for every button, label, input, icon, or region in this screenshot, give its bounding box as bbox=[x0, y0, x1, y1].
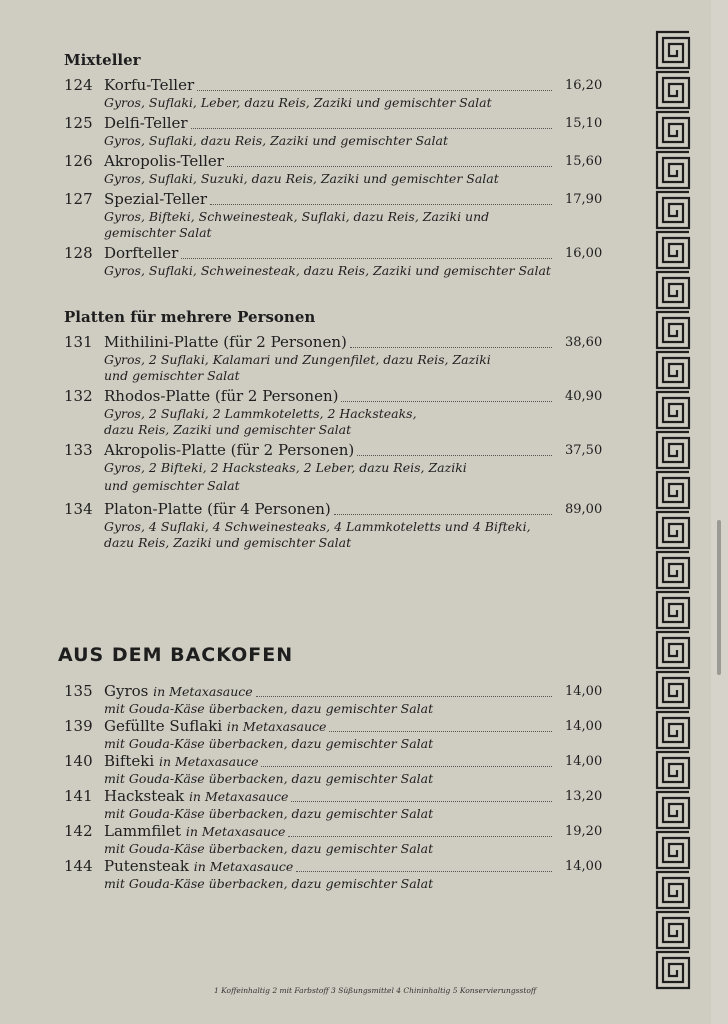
dot-leader bbox=[334, 513, 552, 515]
item-name: Gefüllte Suflaki in Metaxasauce bbox=[104, 717, 327, 735]
item-number: 132 bbox=[64, 387, 93, 405]
item-description: Gyros, 4 Suflaki, 4 Schweinesteaks, 4 Lammkoteletts und 4 Bifteki, bbox=[104, 519, 531, 534]
dot-leader bbox=[357, 454, 552, 456]
item-number: 140 bbox=[64, 752, 93, 770]
item-description: Gyros, Suflaki, Leber, dazu Reis, Zaziki und gemischter Salat bbox=[104, 95, 492, 110]
item-number: 126 bbox=[64, 152, 93, 170]
menu-item bbox=[64, 787, 603, 822]
item-description: Gyros, 2 Suflaki, Kalamari und Zungenfilet, dazu Reis, Zaziki bbox=[104, 352, 491, 367]
dot-leader bbox=[291, 800, 552, 802]
item-price: 37,50 bbox=[565, 443, 603, 458]
item-price: 14,00 bbox=[565, 859, 603, 874]
greek-key-unit bbox=[655, 670, 691, 710]
scrollbar[interactable] bbox=[717, 520, 721, 675]
dot-leader bbox=[197, 89, 552, 91]
greek-key-unit bbox=[655, 150, 691, 190]
item-price: 40,90 bbox=[565, 389, 603, 404]
item-number: 139 bbox=[64, 717, 93, 735]
greek-key-unit bbox=[655, 390, 691, 430]
item-description: mit Gouda-Käse überbacken, dazu gemischter Salat bbox=[104, 876, 434, 891]
item-number: 141 bbox=[64, 787, 93, 805]
item-name: Putensteak in Metaxasauce bbox=[104, 857, 294, 875]
greek-key-unit bbox=[655, 190, 691, 230]
item-price: 16,20 bbox=[565, 78, 603, 93]
item-price: 19,20 bbox=[565, 824, 603, 839]
greek-key-unit bbox=[655, 470, 691, 510]
section-platten bbox=[64, 307, 603, 554]
item-price: 14,00 bbox=[565, 719, 603, 734]
item-name: Rhodos-Platte (für 2 Personen) bbox=[104, 387, 339, 405]
item-sauce: in Metaxasauce bbox=[193, 859, 294, 874]
menu-item bbox=[64, 244, 603, 279]
item-number: 131 bbox=[64, 333, 93, 351]
section-mixteller bbox=[64, 50, 603, 282]
dot-leader bbox=[341, 400, 552, 402]
menu-item bbox=[64, 76, 603, 111]
dot-leader bbox=[181, 257, 552, 259]
section-backofen bbox=[58, 640, 603, 892]
greek-key-unit bbox=[655, 30, 691, 70]
item-number: 124 bbox=[64, 76, 93, 94]
item-name: Lammfilet in Metaxasauce bbox=[104, 822, 286, 840]
greek-key-unit bbox=[655, 950, 691, 990]
dot-leader bbox=[191, 127, 552, 129]
menu-item bbox=[64, 822, 603, 857]
item-number: 134 bbox=[64, 500, 93, 518]
item-sauce: in Metaxasauce bbox=[153, 684, 253, 699]
item-description: Gyros, Bifteki, Schweinesteak, Suflaki, dazu Reis, Zaziki und gemischter Salat bbox=[104, 209, 490, 240]
greek-key-unit bbox=[655, 870, 691, 910]
dot-leader bbox=[296, 870, 552, 872]
item-price: 14,00 bbox=[565, 754, 603, 769]
item-description: mit Gouda-Käse überbacken, dazu gemischter Salat bbox=[104, 771, 434, 786]
section-heading: AUS DEM BACKOFEN bbox=[58, 644, 294, 666]
menu-item bbox=[64, 152, 603, 187]
page-edge bbox=[711, 0, 728, 1024]
item-description: mit Gouda-Käse überbacken, dazu gemischter Salat bbox=[104, 701, 434, 716]
greek-key-unit bbox=[655, 630, 691, 670]
item-description: Gyros, Suflaki, Suzuki, dazu Reis, Zaziki und gemischter Salat bbox=[104, 171, 499, 186]
item-description: mit Gouda-Käse überbacken, dazu gemischter Salat bbox=[104, 736, 434, 751]
item-name: Dorfteller bbox=[104, 244, 179, 262]
item-sauce: in Metaxasauce bbox=[226, 719, 327, 734]
item-price: 13,20 bbox=[565, 789, 603, 804]
menu-item bbox=[64, 333, 603, 384]
greek-key-unit bbox=[655, 830, 691, 870]
item-number: 125 bbox=[64, 114, 93, 132]
section-heading: Platten für mehrere Personen bbox=[64, 308, 316, 326]
item-description: dazu Reis, Zaziki und gemischter Salat bbox=[104, 535, 352, 550]
dot-leader bbox=[256, 695, 552, 697]
greek-key-unit bbox=[655, 110, 691, 150]
greek-key-border bbox=[655, 30, 691, 990]
menu-item bbox=[64, 114, 603, 149]
item-price: 38,60 bbox=[565, 335, 603, 350]
item-name: Korfu-Teller bbox=[104, 76, 195, 94]
greek-key-unit bbox=[655, 510, 691, 550]
item-description: und gemischter Salat bbox=[104, 478, 240, 493]
greek-key-unit bbox=[655, 910, 691, 950]
menu-item bbox=[64, 752, 603, 787]
greek-key-unit bbox=[655, 750, 691, 790]
menu-item bbox=[64, 441, 603, 494]
item-description: mit Gouda-Käse überbacken, dazu gemischter Salat bbox=[104, 841, 434, 856]
section-heading: Mixteller bbox=[64, 51, 141, 69]
item-name: Hacksteak in Metaxasauce bbox=[104, 787, 289, 805]
item-price: 16,00 bbox=[565, 246, 603, 261]
item-number: 144 bbox=[64, 857, 93, 875]
item-name: Mithilini-Platte (für 2 Personen) bbox=[104, 333, 347, 351]
item-name: Akropolis-Platte (für 2 Personen) bbox=[104, 441, 355, 459]
item-name: Akropolis-Teller bbox=[104, 152, 224, 170]
item-description: dazu Reis, Zaziki und gemischter Salat bbox=[104, 422, 352, 437]
item-description: Gyros, 2 Bifteki, 2 Hacksteaks, 2 Leber, dazu Reis, Zaziki bbox=[104, 460, 467, 475]
dot-leader bbox=[210, 203, 552, 205]
item-description: Gyros, 2 Suflaki, 2 Lammkoteletts, 2 Hacksteaks, bbox=[104, 406, 417, 421]
item-price: 15,60 bbox=[565, 154, 603, 169]
dot-leader bbox=[350, 346, 552, 348]
item-description: Gyros, Suflaki, dazu Reis, Zaziki und gemischter Salat bbox=[104, 133, 448, 148]
item-number: 128 bbox=[64, 244, 93, 262]
item-name: Bifteki in Metaxasauce bbox=[104, 752, 259, 770]
greek-key-unit bbox=[655, 350, 691, 390]
greek-key-unit bbox=[655, 430, 691, 470]
greek-key-unit bbox=[655, 590, 691, 630]
menu-item bbox=[64, 190, 603, 241]
dot-leader bbox=[227, 165, 552, 167]
item-description: mit Gouda-Käse überbacken, dazu gemischter Salat bbox=[104, 806, 434, 821]
footnote-legend: 1 Koffeinhaltig 2 mit Farbstoff 3 Süßungsmittel 4 Chininhaltig 5 Konservierungsstoff bbox=[214, 986, 537, 995]
item-price: 15,10 bbox=[565, 116, 603, 131]
menu-item bbox=[64, 387, 603, 438]
item-description: und gemischter Salat bbox=[104, 368, 240, 383]
greek-key-unit bbox=[655, 550, 691, 590]
dot-leader bbox=[329, 730, 552, 732]
item-number: 142 bbox=[64, 822, 93, 840]
greek-key-unit bbox=[655, 230, 691, 270]
item-name: Spezial-Teller bbox=[104, 190, 208, 208]
item-number: 133 bbox=[64, 441, 93, 459]
greek-key-unit bbox=[655, 790, 691, 830]
item-price: 89,00 bbox=[565, 502, 603, 517]
dot-leader bbox=[261, 765, 552, 767]
menu-item bbox=[64, 682, 603, 717]
menu-item bbox=[64, 500, 603, 551]
item-sauce: in Metaxasauce bbox=[185, 824, 286, 839]
item-price: 14,00 bbox=[565, 684, 603, 699]
item-number: 127 bbox=[64, 190, 93, 208]
greek-key-unit bbox=[655, 710, 691, 750]
item-name: Gyros in Metaxasauce bbox=[104, 682, 253, 700]
item-name: Platon-Platte (für 4 Personen) bbox=[104, 500, 331, 518]
item-number: 135 bbox=[64, 682, 93, 700]
menu-item bbox=[64, 857, 603, 892]
menu-item bbox=[64, 717, 603, 752]
greek-key-unit bbox=[655, 270, 691, 310]
item-name: Delfi-Teller bbox=[104, 114, 188, 132]
greek-key-unit bbox=[655, 70, 691, 110]
greek-key-unit bbox=[655, 310, 691, 350]
item-sauce: in Metaxasauce bbox=[158, 754, 259, 769]
dot-leader bbox=[288, 835, 552, 837]
item-sauce: in Metaxasauce bbox=[188, 789, 289, 804]
item-description: Gyros, Suflaki, Schweinesteak, dazu Reis, Zaziki und gemischter Salat bbox=[104, 263, 551, 278]
item-price: 17,90 bbox=[565, 192, 603, 207]
